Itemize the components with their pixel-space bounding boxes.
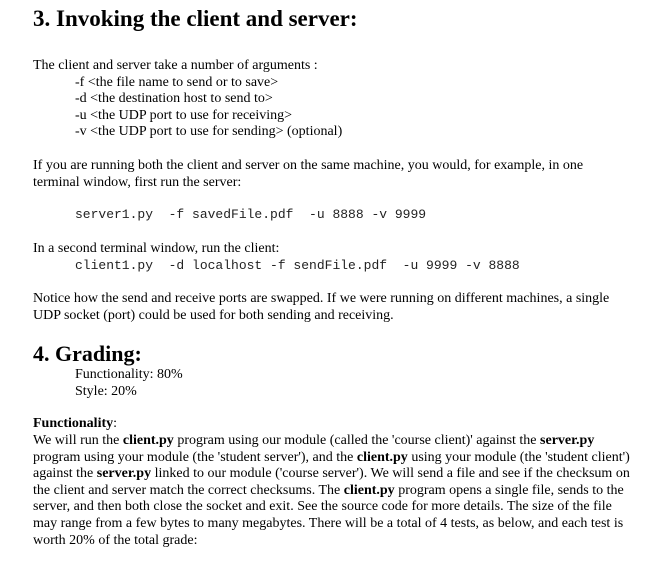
- paragraph-text: using your module (the 'student client') against the: [33, 449, 630, 482]
- paragraph-line: terminal window, first run the server:: [33, 174, 242, 190]
- client-command: client1.py -d localhost -f sendFile.pdf -u 9999 -v 8888: [75, 258, 520, 273]
- functionality-paragraph: [33, 433, 633, 549]
- style-weight: Style: 20%: [75, 383, 137, 399]
- arg-u: -u <the UDP port to use for receiving>: [75, 107, 293, 123]
- filename-bold: server.py: [540, 433, 595, 448]
- paragraph-line: If you are running both the client and server on the same machine, you would, for example, in one: [33, 158, 584, 173]
- arguments-intro: The client and server take a number of arguments :: [33, 58, 318, 73]
- paragraph-text: We will run the: [33, 433, 123, 448]
- functionality-heading: [33, 416, 117, 433]
- paragraph-text: linked to our module ('course server'). We will send a file and see if the checksum on the client and server match the correct checksums. The: [33, 466, 630, 498]
- colon: :: [113, 416, 118, 431]
- arg-d: -d <the destination host to send to>: [75, 91, 273, 107]
- section-3-heading: 3. Invoking the client and server:: [33, 6, 358, 31]
- arguments-block: [33, 58, 342, 141]
- paragraph-text: program using our module (called the 'course client)' against the: [173, 433, 541, 448]
- grade-weights: [33, 367, 183, 400]
- filename-bold: client.py: [356, 449, 408, 465]
- paragraph-line: Notice how the send and receive ports are swapped. If we were running on different machines, a single: [33, 291, 610, 306]
- functionality-heading-text: Functionality: [33, 416, 114, 431]
- paragraph-text: program using your module (the 'student server'), and the: [33, 449, 357, 465]
- notice-paragraph: [33, 291, 609, 324]
- functionality-weight: Functionality: 80%: [75, 367, 183, 382]
- filename-bold: client.py: [122, 433, 174, 448]
- filename-bold: server.py: [96, 466, 152, 482]
- arg-v: -v <the UDP port to use for sending> (optional): [75, 124, 343, 140]
- filename-bold: client.py: [343, 482, 395, 498]
- paragraph-line: UDP socket (port) could be used for both sending and receiving.: [33, 307, 394, 323]
- arg-f: -f <the file name to send or to save>: [75, 74, 279, 90]
- same-machine-paragraph: [33, 158, 583, 191]
- paragraph-text: program opens a single file, sends to the server, and then both close the socket and exit. See the source code for more details. The size of the file may range from a few bytes to many megabytes. There will be a total of 4 tests, as below, and each test is worth 20% of the total grade:: [33, 482, 624, 548]
- section-4-heading: 4. Grading:: [33, 341, 142, 366]
- server-command: server1.py -f savedFile.pdf -u 8888 -v 9999: [75, 207, 427, 222]
- second-terminal-text: In a second terminal window, run the client:: [33, 241, 280, 256]
